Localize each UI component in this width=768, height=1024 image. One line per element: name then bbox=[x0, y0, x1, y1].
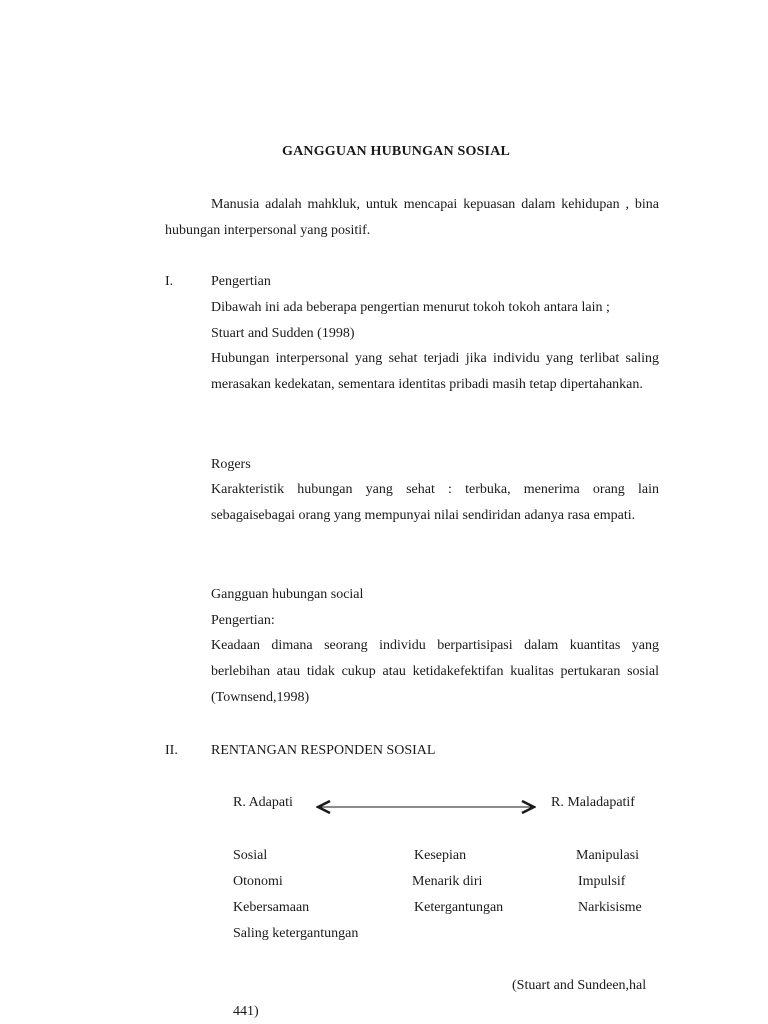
col2-item: Ketergantungan bbox=[414, 900, 504, 915]
section-1-intro-line: Dibawah ini ada beberapa pengertian menurut tokoh tokoh antara lain ; bbox=[211, 300, 610, 315]
source-stuart-sudden: Stuart and Sudden (1998) bbox=[211, 326, 355, 341]
col1-item: Sosial bbox=[233, 848, 268, 863]
source-rogers: Rogers bbox=[211, 457, 251, 472]
citation-line-2: 441) bbox=[233, 1004, 259, 1019]
col3-item: Impulsif bbox=[578, 874, 626, 889]
col2-item: Kesepian bbox=[414, 848, 467, 863]
col3-item: Manipulasi bbox=[576, 848, 639, 863]
page-title: GANGGUAN HUBUNGAN SOSIAL bbox=[282, 144, 511, 159]
sublabel-pengertian: Pengertian: bbox=[211, 613, 275, 628]
col1-item: Saling ketergantungan bbox=[233, 926, 359, 941]
citation-line-1: (Stuart and Sundeen,hal bbox=[512, 978, 647, 993]
double-arrow-icon bbox=[316, 800, 536, 814]
definition-paragraph-1: Hubungan interpersonal yang sehat terjadi jika individu yang terlibat saling merasakan kedekatan, sementara identitas pribadi masih tetap dipertahankan. bbox=[211, 351, 659, 392]
col3-item: Narkisisme bbox=[578, 900, 642, 915]
col1-item: Kebersamaan bbox=[233, 900, 310, 915]
subheading-gangguan: Gangguan hubungan social bbox=[211, 587, 364, 602]
label-r-maladapatif: R. Maladapatif bbox=[551, 795, 635, 810]
definition-paragraph-2: Karakteristik hubungan yang sehat : terbuka, menerima orang lain sebagaisebagai orang yang mempunyai nilai sendiridan adanya rasa empati. bbox=[211, 482, 659, 523]
col2-item: Menarik diri bbox=[412, 874, 483, 889]
col1-item: Otonomi bbox=[233, 874, 283, 889]
section-1-number: I. bbox=[165, 274, 174, 289]
section-2-heading: RENTANGAN RESPONDEN SOSIAL bbox=[211, 743, 436, 758]
section-1-heading: Pengertian bbox=[211, 274, 271, 289]
label-r-adapati: R. Adapati bbox=[233, 795, 293, 810]
section-2-number: II. bbox=[165, 743, 178, 758]
definition-paragraph-3: Keadaan dimana seorang individu berpartisipasi dalam kuantitas yang berlebihan atau tidak cukup atau ketidakefektifan kualitas pertukaran sosial (Townsend,1998) bbox=[211, 638, 659, 705]
intro-paragraph: Manusia adalah mahkluk, untuk mencapai kepuasan dalam kehidupan , bina hubungan interpersonal yang positif. bbox=[165, 197, 659, 238]
